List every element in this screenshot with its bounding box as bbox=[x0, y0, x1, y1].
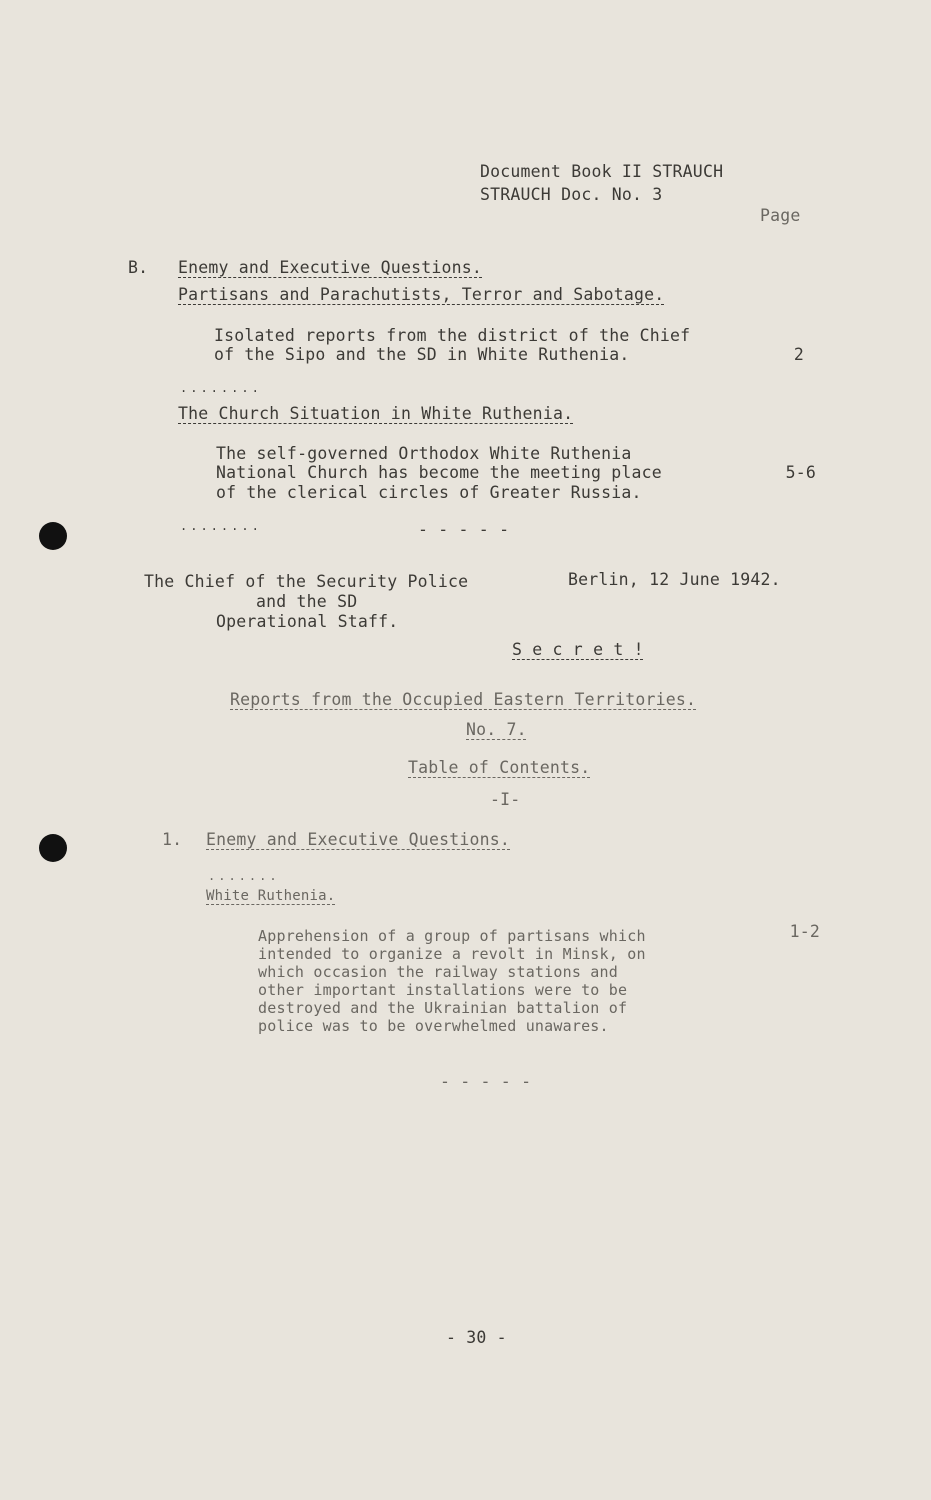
page-number: - 30 - bbox=[446, 1328, 507, 1347]
entry-apprehension-page: 1-2 bbox=[789, 922, 820, 941]
roman-numeral-section: -I- bbox=[490, 790, 521, 809]
entry-apprehension-line2: intended to organize a revolt in Minsk, on bbox=[258, 945, 646, 963]
report-title: Reports from the Occupied Eastern Territories. bbox=[230, 690, 697, 709]
section-b-title: Enemy and Executive Questions. bbox=[178, 258, 483, 277]
entry-church-line1: The self-governed Orthodox White Ruthenia bbox=[216, 444, 632, 463]
entry-isolated-reports-line1: Isolated reports from the district of the Chief bbox=[214, 326, 691, 345]
section-b-marker: B. bbox=[128, 258, 149, 277]
section-b-dots-1: ........ bbox=[180, 381, 262, 395]
entry-apprehension-line5: destroyed and the Ukrainian battalion of bbox=[258, 999, 628, 1017]
entry-apprehension-line4: other important installations were to be bbox=[258, 981, 628, 999]
sender-line-3: Operational Staff. bbox=[216, 612, 399, 631]
region-white-ruthenia: White Ruthenia. bbox=[206, 888, 336, 904]
classification-secret: S e c r e t ! bbox=[512, 640, 644, 659]
header-doc-number: STRAUCH Doc. No. 3 bbox=[480, 185, 663, 204]
section-b-subtitle: Partisans and Parachutists, Terror and Sabotage. bbox=[178, 285, 665, 304]
entry-church-page: 5-6 bbox=[785, 463, 816, 482]
sender-line-2: and the SD bbox=[256, 592, 358, 611]
entry-isolated-reports-line2: of the Sipo and the SD in White Ruthenia. bbox=[214, 345, 630, 364]
section-b-dashes: - - - - - bbox=[418, 520, 510, 539]
report-number: No. 7. bbox=[466, 720, 527, 739]
punch-hole-bottom bbox=[39, 834, 67, 862]
entry-apprehension-line3: which occasion the railway stations and bbox=[258, 963, 618, 981]
section-1-title: Enemy and Executive Questions. bbox=[206, 830, 511, 849]
punch-hole-top bbox=[39, 522, 67, 550]
entry-apprehension-line6: police was to be overwhelmed unawares. bbox=[258, 1017, 609, 1035]
church-situation-title: The Church Situation in White Ruthenia. bbox=[178, 404, 574, 423]
section-1-marker: 1. bbox=[162, 830, 183, 849]
sender-line-1: The Chief of the Security Police bbox=[144, 572, 469, 591]
section-1-dashes: - - - - - bbox=[440, 1072, 532, 1091]
entry-apprehension-line1: Apprehension of a group of partisans which bbox=[258, 927, 646, 945]
table-of-contents-title: Table of Contents. bbox=[408, 758, 591, 777]
section-b-dots-2: ........ bbox=[180, 519, 262, 533]
header-document-book: Document Book II STRAUCH bbox=[480, 162, 724, 181]
entry-isolated-reports-page: 2 bbox=[793, 345, 804, 364]
section-1-dots: ....... bbox=[208, 869, 280, 883]
entry-church-line2: National Church has become the meeting place bbox=[216, 463, 662, 482]
place-date: Berlin, 12 June 1942. bbox=[568, 570, 781, 589]
entry-church-line3: of the clerical circles of Greater Russia. bbox=[216, 483, 642, 502]
header-page-label: Page bbox=[760, 206, 801, 225]
